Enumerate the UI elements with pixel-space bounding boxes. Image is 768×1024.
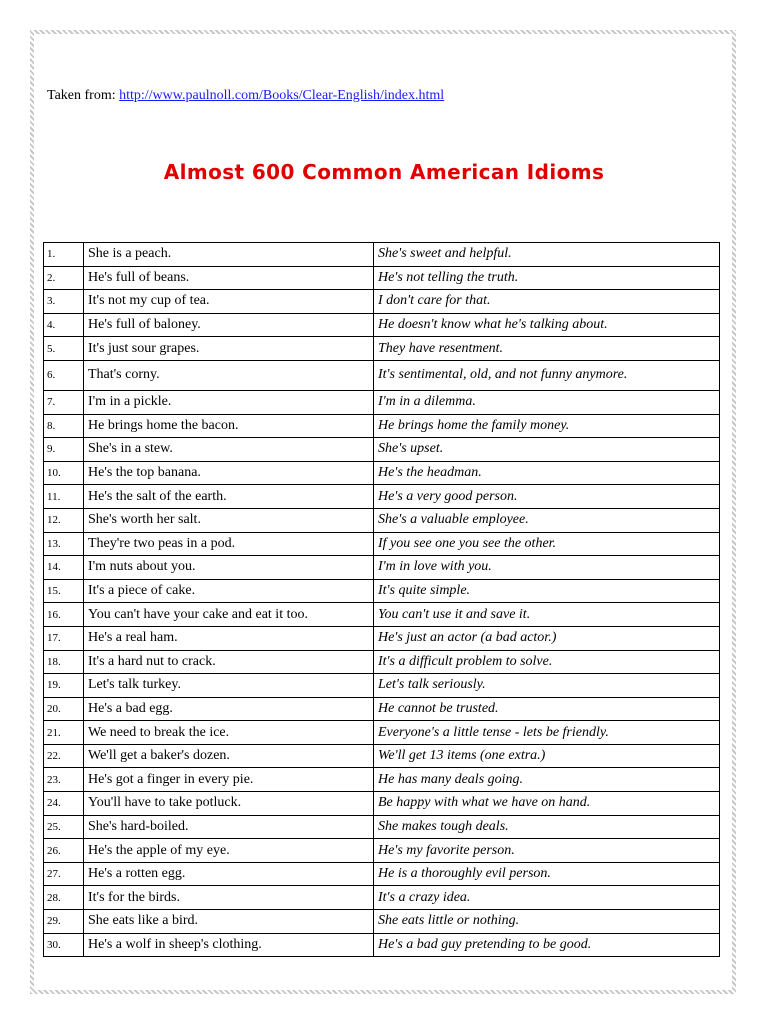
row-number: 1. <box>44 243 84 267</box>
idiom-cell: He brings home the bacon. <box>84 414 374 438</box>
table-row <box>44 461 720 485</box>
table-row <box>44 697 720 721</box>
meaning-cell: Be happy with what we have on hand. <box>374 792 720 816</box>
idioms-table-body <box>44 243 720 957</box>
table-row <box>44 243 720 267</box>
idiom-cell: They're two peas in a pod. <box>84 532 374 556</box>
idiom-cell: She's hard-boiled. <box>84 815 374 839</box>
table-row <box>44 815 720 839</box>
row-number: 20. <box>44 697 84 721</box>
meaning-cell: He's the headman. <box>374 461 720 485</box>
meaning-cell: She's upset. <box>374 438 720 462</box>
idiom-cell: It's a hard nut to crack. <box>84 650 374 674</box>
meaning-cell: He's a very good person. <box>374 485 720 509</box>
meaning-cell: You can't use it and save it. <box>374 603 720 627</box>
meaning-cell: He's just an actor (a bad actor.) <box>374 626 720 650</box>
row-number: 16. <box>44 603 84 627</box>
table-row <box>44 390 720 414</box>
idiom-cell: She's worth her salt. <box>84 508 374 532</box>
row-number: 10. <box>44 461 84 485</box>
idiom-cell: We need to break the ice. <box>84 721 374 745</box>
row-number: 15. <box>44 579 84 603</box>
row-number: 29. <box>44 910 84 934</box>
row-number: 14. <box>44 556 84 580</box>
idiom-cell: You can't have your cake and eat it too. <box>84 603 374 627</box>
idiom-cell: We'll get a baker's dozen. <box>84 744 374 768</box>
meaning-cell: She eats little or nothing. <box>374 910 720 934</box>
row-number: 11. <box>44 485 84 509</box>
table-row <box>44 674 720 698</box>
meaning-cell: She's a valuable employee. <box>374 508 720 532</box>
row-number: 17. <box>44 626 84 650</box>
meaning-cell: He cannot be trusted. <box>374 697 720 721</box>
source-line <box>47 88 444 104</box>
row-number: 6. <box>44 360 84 390</box>
idiom-cell: I'm nuts about you. <box>84 556 374 580</box>
idiom-cell: You'll have to take potluck. <box>84 792 374 816</box>
table-row <box>44 579 720 603</box>
meaning-cell: He is a thoroughly evil person. <box>374 862 720 886</box>
table-row <box>44 532 720 556</box>
row-number: 28. <box>44 886 84 910</box>
table-row <box>44 313 720 337</box>
idiom-cell: He's the top banana. <box>84 461 374 485</box>
meaning-cell: We'll get 13 items (one extra.) <box>374 744 720 768</box>
row-number: 23. <box>44 768 84 792</box>
idiom-cell: She's in a stew. <box>84 438 374 462</box>
meaning-cell: He has many deals going. <box>374 768 720 792</box>
idiom-cell: Let's talk turkey. <box>84 674 374 698</box>
row-number: 25. <box>44 815 84 839</box>
table-row <box>44 438 720 462</box>
idiom-cell: I'm in a pickle. <box>84 390 374 414</box>
idiom-cell: She is a peach. <box>84 243 374 267</box>
table-row <box>44 360 720 390</box>
idiom-cell: He's a wolf in sheep's clothing. <box>84 933 374 957</box>
idiom-cell: He's a real ham. <box>84 626 374 650</box>
table-row <box>44 556 720 580</box>
meaning-cell: She makes tough deals. <box>374 815 720 839</box>
table-row <box>44 744 720 768</box>
row-number: 3. <box>44 290 84 314</box>
idiom-cell: He's the salt of the earth. <box>84 485 374 509</box>
source-link[interactable]: http://www.paulnoll.com/Books/Clear-English/index.html <box>119 88 445 103</box>
idiom-cell: It's a piece of cake. <box>84 579 374 603</box>
meaning-cell: They have resentment. <box>374 337 720 361</box>
meaning-cell: She's sweet and helpful. <box>374 243 720 267</box>
table-row <box>44 862 720 886</box>
row-number: 24. <box>44 792 84 816</box>
idioms-table <box>43 242 720 957</box>
table-row <box>44 792 720 816</box>
meaning-cell: I'm in a dilemma. <box>374 390 720 414</box>
idiom-cell: He's full of baloney. <box>84 313 374 337</box>
row-number: 9. <box>44 438 84 462</box>
meaning-cell: I'm in love with you. <box>374 556 720 580</box>
meaning-cell: It's a crazy idea. <box>374 886 720 910</box>
meaning-cell: It's quite simple. <box>374 579 720 603</box>
row-number: 18. <box>44 650 84 674</box>
idiom-cell: He's full of beans. <box>84 266 374 290</box>
table-row <box>44 650 720 674</box>
meaning-cell: If you see one you see the other. <box>374 532 720 556</box>
row-number: 30. <box>44 933 84 957</box>
meaning-cell: Let's talk seriously. <box>374 674 720 698</box>
idiom-cell: He's the apple of my eye. <box>84 839 374 863</box>
idiom-cell: He's a bad egg. <box>84 697 374 721</box>
meaning-cell: He brings home the family money. <box>374 414 720 438</box>
meaning-cell: He's not telling the truth. <box>374 266 720 290</box>
page-title: Almost 600 Common American Idioms <box>163 160 605 184</box>
row-number: 7. <box>44 390 84 414</box>
table-row <box>44 603 720 627</box>
row-number: 13. <box>44 532 84 556</box>
source-prefix: Taken from: <box>47 88 120 103</box>
meaning-cell: He's a bad guy pretending to be good. <box>374 933 720 957</box>
table-row <box>44 721 720 745</box>
row-number: 12. <box>44 508 84 532</box>
idiom-cell: She eats like a bird. <box>84 910 374 934</box>
row-number: 8. <box>44 414 84 438</box>
table-row <box>44 933 720 957</box>
meaning-cell: It's a difficult problem to solve. <box>374 650 720 674</box>
table-row <box>44 910 720 934</box>
table-row <box>44 508 720 532</box>
idiom-cell: It's for the birds. <box>84 886 374 910</box>
meaning-cell: I don't care for that. <box>374 290 720 314</box>
idiom-cell: It's just sour grapes. <box>84 337 374 361</box>
table-row <box>44 337 720 361</box>
meaning-cell: He's my favorite person. <box>374 839 720 863</box>
row-number: 22. <box>44 744 84 768</box>
row-number: 26. <box>44 839 84 863</box>
row-number: 4. <box>44 313 84 337</box>
row-number: 2. <box>44 266 84 290</box>
meaning-cell: Everyone's a little tense - lets be friendly. <box>374 721 720 745</box>
idiom-cell: It's not my cup of tea. <box>84 290 374 314</box>
table-row <box>44 485 720 509</box>
idiom-cell: That's corny. <box>84 360 374 390</box>
table-row <box>44 290 720 314</box>
table-row <box>44 266 720 290</box>
table-row <box>44 768 720 792</box>
meaning-cell: He doesn't know what he's talking about. <box>374 313 720 337</box>
table-row <box>44 626 720 650</box>
meaning-cell: It's sentimental, old, and not funny anymore. <box>374 360 720 390</box>
idiom-cell: He's a rotten egg. <box>84 862 374 886</box>
row-number: 19. <box>44 674 84 698</box>
row-number: 27. <box>44 862 84 886</box>
table-row <box>44 414 720 438</box>
table-row <box>44 886 720 910</box>
row-number: 21. <box>44 721 84 745</box>
table-row <box>44 839 720 863</box>
idiom-cell: He's got a finger in every pie. <box>84 768 374 792</box>
row-number: 5. <box>44 337 84 361</box>
